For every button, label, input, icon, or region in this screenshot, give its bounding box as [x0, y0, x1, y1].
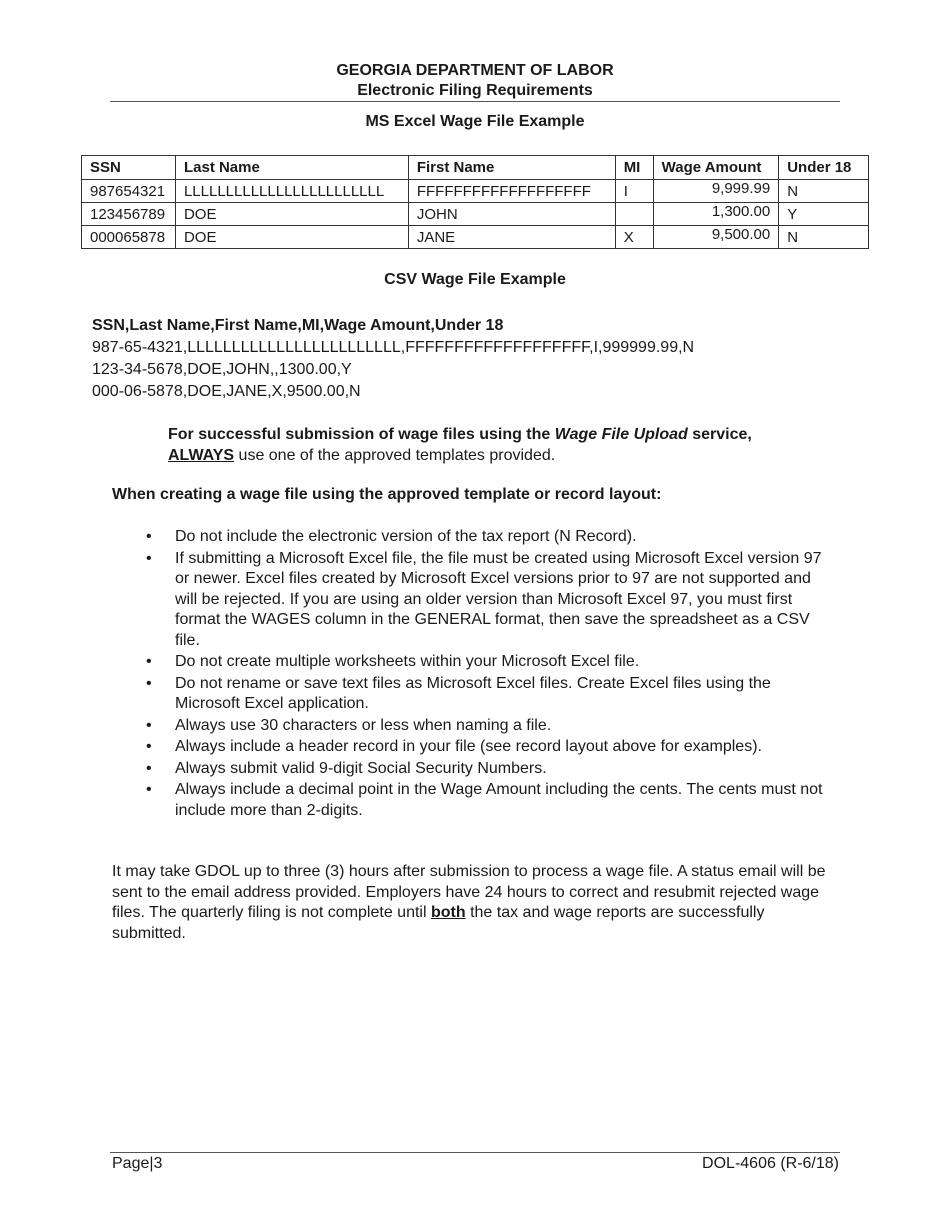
- column-header: MI: [615, 156, 653, 180]
- first-name-cell: FFFFFFFFFFFFFFFFFFF: [408, 180, 615, 203]
- wage-amount-cell: 1,300.00: [653, 203, 779, 226]
- list-item: • Do not rename or save text files as Microsoft Excel files. Create Excel files using the Microsoft Excel application.: [112, 674, 832, 715]
- under-18-cell: N: [779, 180, 869, 203]
- csv-example-block: [92, 315, 694, 403]
- note-text: service,: [687, 426, 752, 443]
- column-header: SSN: [82, 156, 176, 180]
- list-item: • If submitting a Microsoft Excel file, the file must be created using Microsoft Excel version 97 or newer. Excel files created by Microsoft Excel versions prior to 97 are not supported and will be rejected. If you are using an older version than Microsoft Excel 97, you must first format the WAGES column in the GENERAL format, then save the spreadsheet as a CSV file.: [112, 549, 832, 652]
- both-emphasis: both: [430, 904, 466, 921]
- csv-line: 123-34-5678,DOE,JOHN,,1300.00,Y: [92, 361, 352, 378]
- list-item: • Do not include the electronic version of the tax report (N Record).: [112, 527, 832, 548]
- last-name-cell: DOE: [175, 203, 408, 226]
- list-item: • Do not create multiple worksheets within your Microsoft Excel file.: [112, 652, 832, 673]
- last-name-cell: DOE: [175, 226, 408, 249]
- csv-example-title: CSV Wage File Example: [384, 271, 566, 288]
- under-18-cell: Y: [779, 203, 869, 226]
- mi-cell: X: [615, 226, 653, 249]
- under-18-cell: N: [779, 226, 869, 249]
- wage-amount-cell: 9,500.00: [653, 226, 779, 249]
- column-header: Under 18: [779, 156, 869, 180]
- always-emphasis: ALWAYS: [168, 447, 235, 464]
- closing-text: the tax and wage reports are successfully submitted.: [112, 904, 765, 942]
- csv-line: 000-06-5878,DOE,JANE,X,9500.00,N: [92, 383, 361, 400]
- requirements-list: [112, 527, 832, 822]
- ssn-cell: 123456789: [82, 203, 176, 226]
- list-item: • Always include a header record in your file (see record layout above for examples).: [112, 737, 832, 758]
- page-number: Page|3: [112, 1155, 163, 1172]
- footer-divider: [110, 1152, 840, 1153]
- mi-cell: [615, 203, 653, 226]
- list-item: • Always include a decimal point in the Wage Amount including the cents. The cents must not include more than 2-digits.: [112, 780, 832, 821]
- ssn-cell: 000065878: [82, 226, 176, 249]
- table-row: [82, 180, 869, 203]
- closing-text: It may take GDOL up to three (3) hours after submission to process a wage file. A status email will be sent to the email address provided. Employers have 24 hours to correct and resubmit rejected wage files. The quarterly filing is not complete until: [112, 863, 826, 921]
- note-text: For successful submission of wage files using the: [168, 426, 555, 443]
- form-number: DOL-4606 (R-6/18): [702, 1155, 839, 1172]
- csv-line: 987-65-4321,LLLLLLLLLLLLLLLLLLLLLLLL,FFFFFFFFFFFFFFFFFFF,I,999999.99,N: [92, 339, 695, 356]
- page-header: [110, 61, 840, 101]
- table-row: [82, 226, 869, 249]
- column-header: Last Name: [175, 156, 408, 180]
- first-name-cell: JOHN: [408, 203, 615, 226]
- wage-amount-cell: 9,999.99: [653, 180, 779, 203]
- column-header: First Name: [408, 156, 615, 180]
- org-name: GEORGIA DEPARTMENT OF LABOR: [336, 62, 614, 79]
- list-item: • Always use 30 characters or less when naming a file.: [112, 716, 832, 737]
- table-row: [82, 203, 869, 226]
- table-header-row: [82, 156, 869, 180]
- header-divider: [110, 101, 840, 102]
- service-name: Wage File Upload: [554, 426, 688, 443]
- last-name-cell: LLLLLLLLLLLLLLLLLLLLLLLL: [175, 180, 408, 203]
- document-subtitle: Electronic Filing Requirements: [357, 82, 593, 99]
- note-text: use one of the approved templates provided.: [234, 447, 556, 464]
- list-item: • Always submit valid 9-digit Social Security Numbers.: [112, 759, 832, 780]
- column-header: Wage Amount: [653, 156, 779, 180]
- mi-cell: I: [615, 180, 653, 203]
- csv-header-line: SSN,Last Name,First Name,MI,Wage Amount,Under 18: [92, 317, 504, 334]
- excel-example-title: MS Excel Wage File Example: [365, 113, 585, 130]
- requirements-title: When creating a wage file using the approved template or record layout:: [112, 486, 662, 503]
- excel-wage-table: [81, 155, 869, 249]
- template-note: [168, 424, 828, 466]
- closing-paragraph: [112, 862, 842, 944]
- ssn-cell: 987654321: [82, 180, 176, 203]
- first-name-cell: JANE: [408, 226, 615, 249]
